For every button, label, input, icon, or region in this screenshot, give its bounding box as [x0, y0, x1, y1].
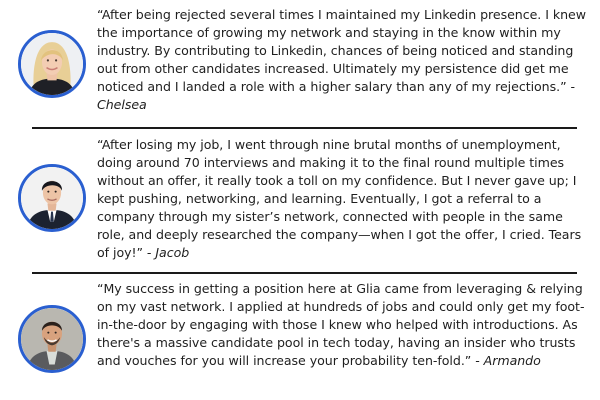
- avatar-chelsea: [18, 30, 86, 98]
- testimonial-quote: [97, 6, 589, 114]
- woman-portrait-icon: [21, 33, 83, 95]
- testimonial-jacob: [0, 134, 600, 270]
- author-name: Chelsea: [97, 97, 147, 112]
- testimonial-chelsea: [0, 0, 600, 128]
- author-name: Jacob: [155, 245, 190, 260]
- divider: [32, 127, 577, 129]
- avatar-armando: [18, 305, 86, 373]
- avatar-jacob: [18, 164, 86, 232]
- author-name: Armando: [483, 353, 541, 368]
- divider: [32, 272, 577, 274]
- quote-text: “After losing my job, I went through nine brutal months of unemployment, doing around 70 interviews and making it to the final round multiple times without an offer, it really took a toll on my confidence. But I never gave up; I kept pushing, networking, and learning. Eventually, I got a referral to a company through my sister’s network, connected with people in the same role, and deeply researched the company—when I got the offer, I cried. Tears of joy!” -: [97, 137, 582, 260]
- man-blazer-portrait-icon: [21, 308, 83, 370]
- man-suit-portrait-icon: [21, 167, 83, 229]
- testimonial-armando: [0, 277, 600, 400]
- quote-text: “My success in getting a position here at Glia came from leveraging & relying on my vast network. I applied at hundreds of jobs and could only get my foot-in-the-door by engaging with those I knew who helped with introductions. As there's a massive candidate pool in tech today, having an insider who trusts and vouches for you will increase your probability ten-fold.” -: [97, 281, 585, 368]
- quote-text: “After being rejected several times I maintained my Linkedin presence. I knew the importance of growing my network and staying in the know within my industry. By contributing to Linkedin, chances of being noticed and standing out from other candidates increased. Ultimately my persistence did get me noticed and I landed a role with a higher salary than any of my rejections.” -: [97, 7, 586, 94]
- testimonial-quote: [97, 136, 589, 262]
- testimonial-quote: [97, 280, 589, 370]
